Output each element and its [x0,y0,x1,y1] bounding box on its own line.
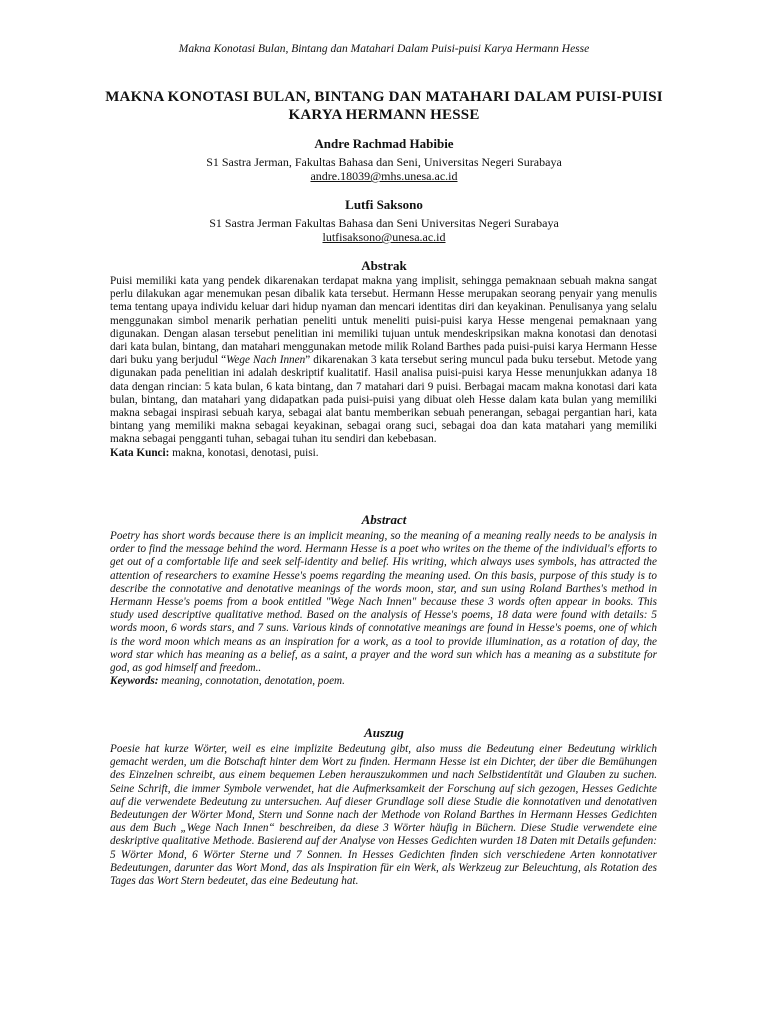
abstrak-heading: Abstrak [361,258,407,273]
title-line-1: MAKNA KONOTASI BULAN, BINTANG DAN MATAHARI DALAM PUISI-PUISI [105,89,663,105]
abstract-body [110,530,657,688]
author-email-1[interactable] [0,169,768,183]
auszug-text: Poesie hat kurze Wörter, weil es eine implizite Bedeutung gibt, also muss die Bedeutung einer Bedeutung wirklich gemacht werden, um die Botschaft hinter dem Wort zu finden. Hermann Hesse ist ein Dichter, der über die Bemühungen des Einzelnen schreibt, aus einem bequemen Leben herauszukommen und nach Selbstidentität und Glauben zu suchen. Seine Schrift, die immer Symbole verwendet, hat die Aufmerksamkeit der Forschung auf sich gezogen, Hesses Gedichte auf die verwendete Bedeutung zu untersuchen. Auf dieser Grundlage soll diese Studie die konnotativen und denotativen Bedeutungen der Wörter Mond, Stern und Sonne nach der Methode von Roland Barthes in Hermann Hesses Gedichten aus dem Buch „Wege Nach Innen“ beschreiben, da diese 3 Wörter häufig in Büchern. Diese Studie verwendete eine deskriptive qualitative Methode. Basierend auf der Analyse von Hesses Gedichten wurden 18 Daten mit Details gefunden: 5 Wörter Mond, 6 Wörter Sterne und 7 Sonnen. In Hesses Gedichten finden sich verschiedene Arten konnotativer Bedeutungen, darunter das Wort Mond, das als Inspiration für ein Werk, als Werkzeug zur Beleuchtung, als Rotation des Tages das Wort Stern bedeutet, das eine Bedeutung hat. [110,743,657,888]
abstrak-text-2: ” dikarenakan 3 kata tersebut sering muncul pada buku tersebut. Metode yang digunakan pada penelitian ini adalah deskriptif kualitatif. Hasil analisa puisi-puisi karya Hesse menunjukkan adanya 18 data dengan rincian: 5 kata bulan, 6 kata bintang, dan 7 matahari dari 9 puisi. Berbagai macam makna konotasi dari kata bulan, bintang, dan matahari yang didapatkan pada puisi-puisi yang dibuat oleh Hesse dalam kata bulan yang memiliki makna sebagai inspirasi sebuah karya, sebagai alat bantu memberikan sebuah penerangan, sebagai pergantian hari, kata bintang yang memiliki makna sebagai keyakinan, sebagai orang suci, sebagai doa dan kata matahari yang memiliki makna sebagai pengganti tuhan, sebagai tuhan itu sendiri dan kebebasan. [110,354,658,446]
auszug-body [110,743,657,888]
running-header: Makna Konotasi Bulan, Bintang dan Matahari Dalam Puisi-puisi Karya Hermann Hesse [178,43,590,55]
abstrak-body [110,275,657,460]
abstract-text: Poetry has short words because there is an implicit meaning, so the meaning of a meaning really needs to be analysis in order to find the message behind the word. Hermann Hesse is a poet who writes on the theme of the individual's efforts to get out of a comfortable life and seek self-identity and belief. His writing, which always uses symbols, has attracted the attention of researchers to examine Hesse's poems regarding the meaning used. On this basis, purpose of this study is to describe the connotative and denotative meanings of the words moon, star, and sun using Roland Barthes's method in Hermann Hesse's poems from a book entitled "Wege Nach Innen" because these 3 words often appear in books. This study used descriptive qualitative method. Based on the analysis of Hesse's poems, 18 data were found with details: 5 words moon, 6 words stars, and 7 suns. Various kinds of connotative meanings are found in Hesse's poems, one of which is the word moon which means as an inspiration for a work, as a tool to provide illumination, as a rotation of day, the word star which has meaning as a belief, as a saint, a prayer and the word sun which has a meaning as a substitute for god, as god himself and freedom.. [110,530,657,675]
abstrak-text-1: Puisi memiliki kata yang pendek dikarenakan terdapat makna yang implisit, sehingga pemaknaan sebuah makna sangat perlu dilakukan agar menemukan pesan dibalik kata tersebut. Hermann Hesse merupakan seorang penyair yang menulis tema tentang upaya individu keluar dari hidup nyaman dan mencari identitas diri dan keyakinan. Penulisanya yang selalu menggunakan simbol menarik perhatian peneliti untuk meneliti puisi-puisi karya Hesse mengenai pemaknaan yang digunakan. Dengan alasan tersebut penelitian ini memiliki tujuan untuk mendeskripsikan makna konotasi dan denotasi dari kata bulan, bintang, dan matahari menggunakan metode milik Roland Barthes pada puisi-puisi karya Hermann Hesse dari buku yang berjudul “ [110,275,657,367]
author-affiliation-1: S1 Sastra Jerman, Fakultas Bahasa dan Seni, Universitas Negeri Surabaya [206,155,562,169]
paper-title [70,88,698,124]
author-email-2[interactable] [0,230,768,244]
abstrak-book-title: Wege Nach Innen [226,354,306,367]
abstrak-keywords-label: Kata Kunci: [110,446,170,459]
email-link-1[interactable]: andre.18039@mhs.unesa.ac.id [310,169,458,183]
abstract-keywords: meaning, connotation, denotation, poem. [158,675,345,688]
author-affiliation-2: S1 Sastra Jerman Fakultas Bahasa dan Seni Universitas Negeri Surabaya [209,216,559,230]
author-name-1: Andre Rachmad Habibie [314,136,454,151]
email-link-2[interactable]: lutfisaksono@unesa.ac.id [322,230,446,244]
abstract-keywords-label: Keywords: [110,675,159,688]
author-name-2: Lutfi Saksono [345,197,423,212]
abstrak-keywords: makna, konotasi, denotasi, puisi. [169,446,319,459]
abstract-heading: Abstract [361,512,407,527]
auszug-heading: Auszug [364,725,404,740]
title-line-2: KARYA HERMANN HESSE [288,107,480,123]
